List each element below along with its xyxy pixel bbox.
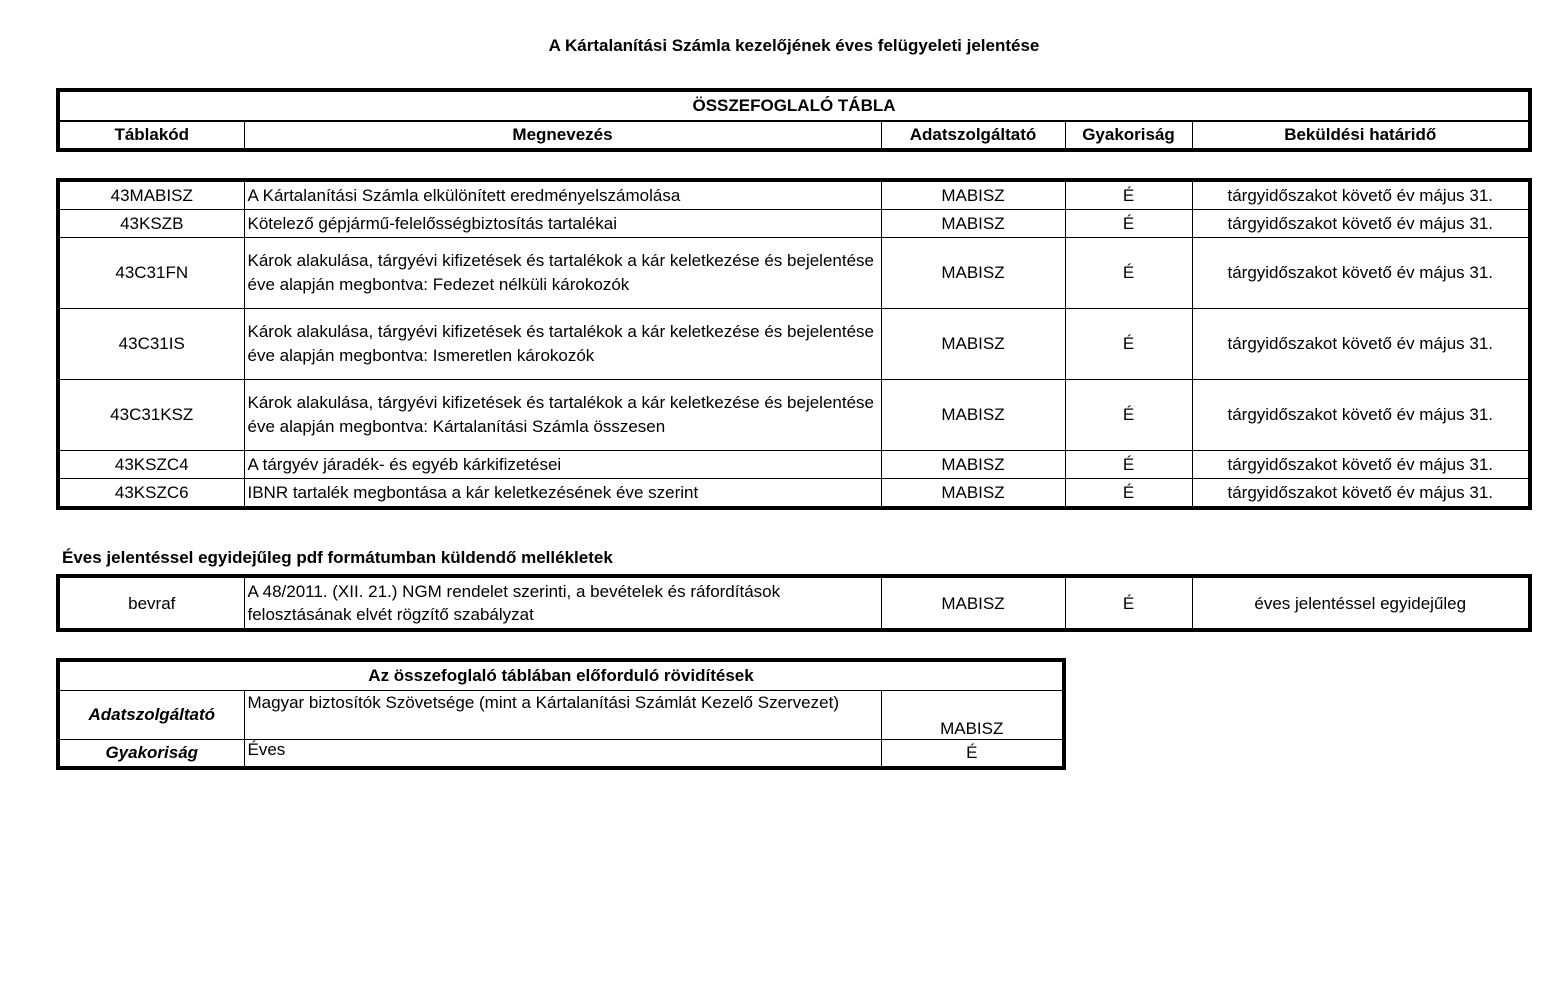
row-code: 43C31IS bbox=[58, 309, 244, 380]
column-header-code: Táblakód bbox=[58, 121, 244, 150]
row-deadline: tárgyidőszakot követő év május 31. bbox=[1192, 210, 1530, 238]
abbreviation-code: MABISZ bbox=[881, 691, 1064, 740]
table-row bbox=[58, 576, 1530, 630]
row-name: Kötelező gépjármű-felelősségbiztosítás tartalékai bbox=[244, 210, 881, 238]
row-frequency: É bbox=[1065, 210, 1192, 238]
column-header-frequency: Gyakoriság bbox=[1065, 121, 1192, 150]
row-provider: MABISZ bbox=[881, 309, 1065, 380]
abbreviations-caption: Az összefoglaló táblában előforduló rövidítések bbox=[58, 660, 1064, 691]
page-title: A Kártalanítási Számla kezelőjének éves felügyeleti jelentése bbox=[548, 36, 1040, 55]
row-name: A tárgyév járadék- és egyéb kárkifizetései bbox=[244, 451, 881, 479]
attachment-deadline: éves jelentéssel egyidejűleg bbox=[1192, 576, 1530, 630]
attachment-provider: MABISZ bbox=[881, 576, 1065, 630]
row-code: 43C31FN bbox=[58, 238, 244, 309]
row-frequency: É bbox=[1065, 380, 1192, 451]
row-deadline: tárgyidőszakot követő év május 31. bbox=[1192, 451, 1530, 479]
column-header-provider: Adatszolgáltató bbox=[881, 121, 1065, 150]
summary-caption: ÖSSZEFOGLALÓ TÁBLA bbox=[58, 90, 1530, 121]
attachment-name: A 48/2011. (XII. 21.) NGM rendelet szerinti, a bevételek és ráfordítások felosztásának elvét rögzítő szabályzat bbox=[244, 576, 881, 630]
row-provider: MABISZ bbox=[881, 180, 1065, 210]
row-code: 43MABISZ bbox=[58, 180, 244, 210]
row-frequency: É bbox=[1065, 238, 1192, 309]
row-frequency: É bbox=[1065, 451, 1192, 479]
row-name: Károk alakulása, tárgyévi kifizetések és tartalékok a kár keletkezése és bejelentése éve alapján megbontva: Kártalanítási Számla összesen bbox=[244, 380, 881, 451]
row-frequency: É bbox=[1065, 180, 1192, 210]
row-code: 43KSZC4 bbox=[58, 451, 244, 479]
summary-header-table bbox=[56, 88, 1532, 152]
abbreviation-description: Éves bbox=[244, 740, 881, 769]
row-name: A Kártalanítási Számla elkülönített eredményelszámolása bbox=[244, 180, 881, 210]
row-provider: MABISZ bbox=[881, 479, 1065, 509]
abbreviations-table bbox=[56, 658, 1066, 770]
row-deadline: tárgyidőszakot követő év május 31. bbox=[1192, 238, 1530, 309]
attachments-table bbox=[56, 574, 1532, 632]
abbreviation-term: Adatszolgáltató bbox=[58, 691, 244, 740]
table-row bbox=[58, 691, 1064, 740]
table-row bbox=[58, 238, 1530, 309]
row-frequency: É bbox=[1065, 479, 1192, 509]
row-provider: MABISZ bbox=[881, 238, 1065, 309]
row-name: IBNR tartalék megbontása a kár keletkezésének éve szerint bbox=[244, 479, 881, 509]
row-deadline: tárgyidőszakot követő év május 31. bbox=[1192, 180, 1530, 210]
attachment-frequency: É bbox=[1065, 576, 1192, 630]
table-row bbox=[58, 380, 1530, 451]
row-code: 43KSZC6 bbox=[58, 479, 244, 509]
column-header-name: Megnevezés bbox=[244, 121, 881, 150]
report-tables-list bbox=[56, 178, 1532, 510]
row-code: 43KSZB bbox=[58, 210, 244, 238]
abbreviation-code: É bbox=[881, 740, 1064, 769]
table-row bbox=[58, 740, 1064, 769]
row-provider: MABISZ bbox=[881, 210, 1065, 238]
row-provider: MABISZ bbox=[881, 380, 1065, 451]
column-header-deadline: Beküldési határidő bbox=[1192, 121, 1530, 150]
attachment-code: bevraf bbox=[58, 576, 244, 630]
row-name: Károk alakulása, tárgyévi kifizetések és tartalékok a kár keletkezése és bejelentése éve alapján megbontva: Fedezet nélküli károkozók bbox=[244, 238, 881, 309]
row-deadline: tárgyidőszakot követő év május 31. bbox=[1192, 479, 1530, 509]
row-code: 43C31KSZ bbox=[58, 380, 244, 451]
row-deadline: tárgyidőszakot követő év május 31. bbox=[1192, 380, 1530, 451]
attachments-heading: Éves jelentéssel egyidejűleg pdf formátumban küldendő mellékletek bbox=[62, 548, 613, 567]
row-name: Károk alakulása, tárgyévi kifizetések és tartalékok a kár keletkezése és bejelentése éve alapján megbontva: Ismeretlen károkozók bbox=[244, 309, 881, 380]
row-deadline: tárgyidőszakot követő év május 31. bbox=[1192, 309, 1530, 380]
table-row bbox=[58, 210, 1530, 238]
abbreviation-term: Gyakoriság bbox=[58, 740, 244, 769]
table-row bbox=[58, 479, 1530, 509]
table-row bbox=[58, 180, 1530, 210]
table-row bbox=[58, 451, 1530, 479]
row-provider: MABISZ bbox=[881, 451, 1065, 479]
table-row bbox=[58, 309, 1530, 380]
abbreviation-description: Magyar biztosítók Szövetsége (mint a Kártalanítási Számlát Kezelő Szervezet) bbox=[244, 691, 881, 740]
row-frequency: É bbox=[1065, 309, 1192, 380]
